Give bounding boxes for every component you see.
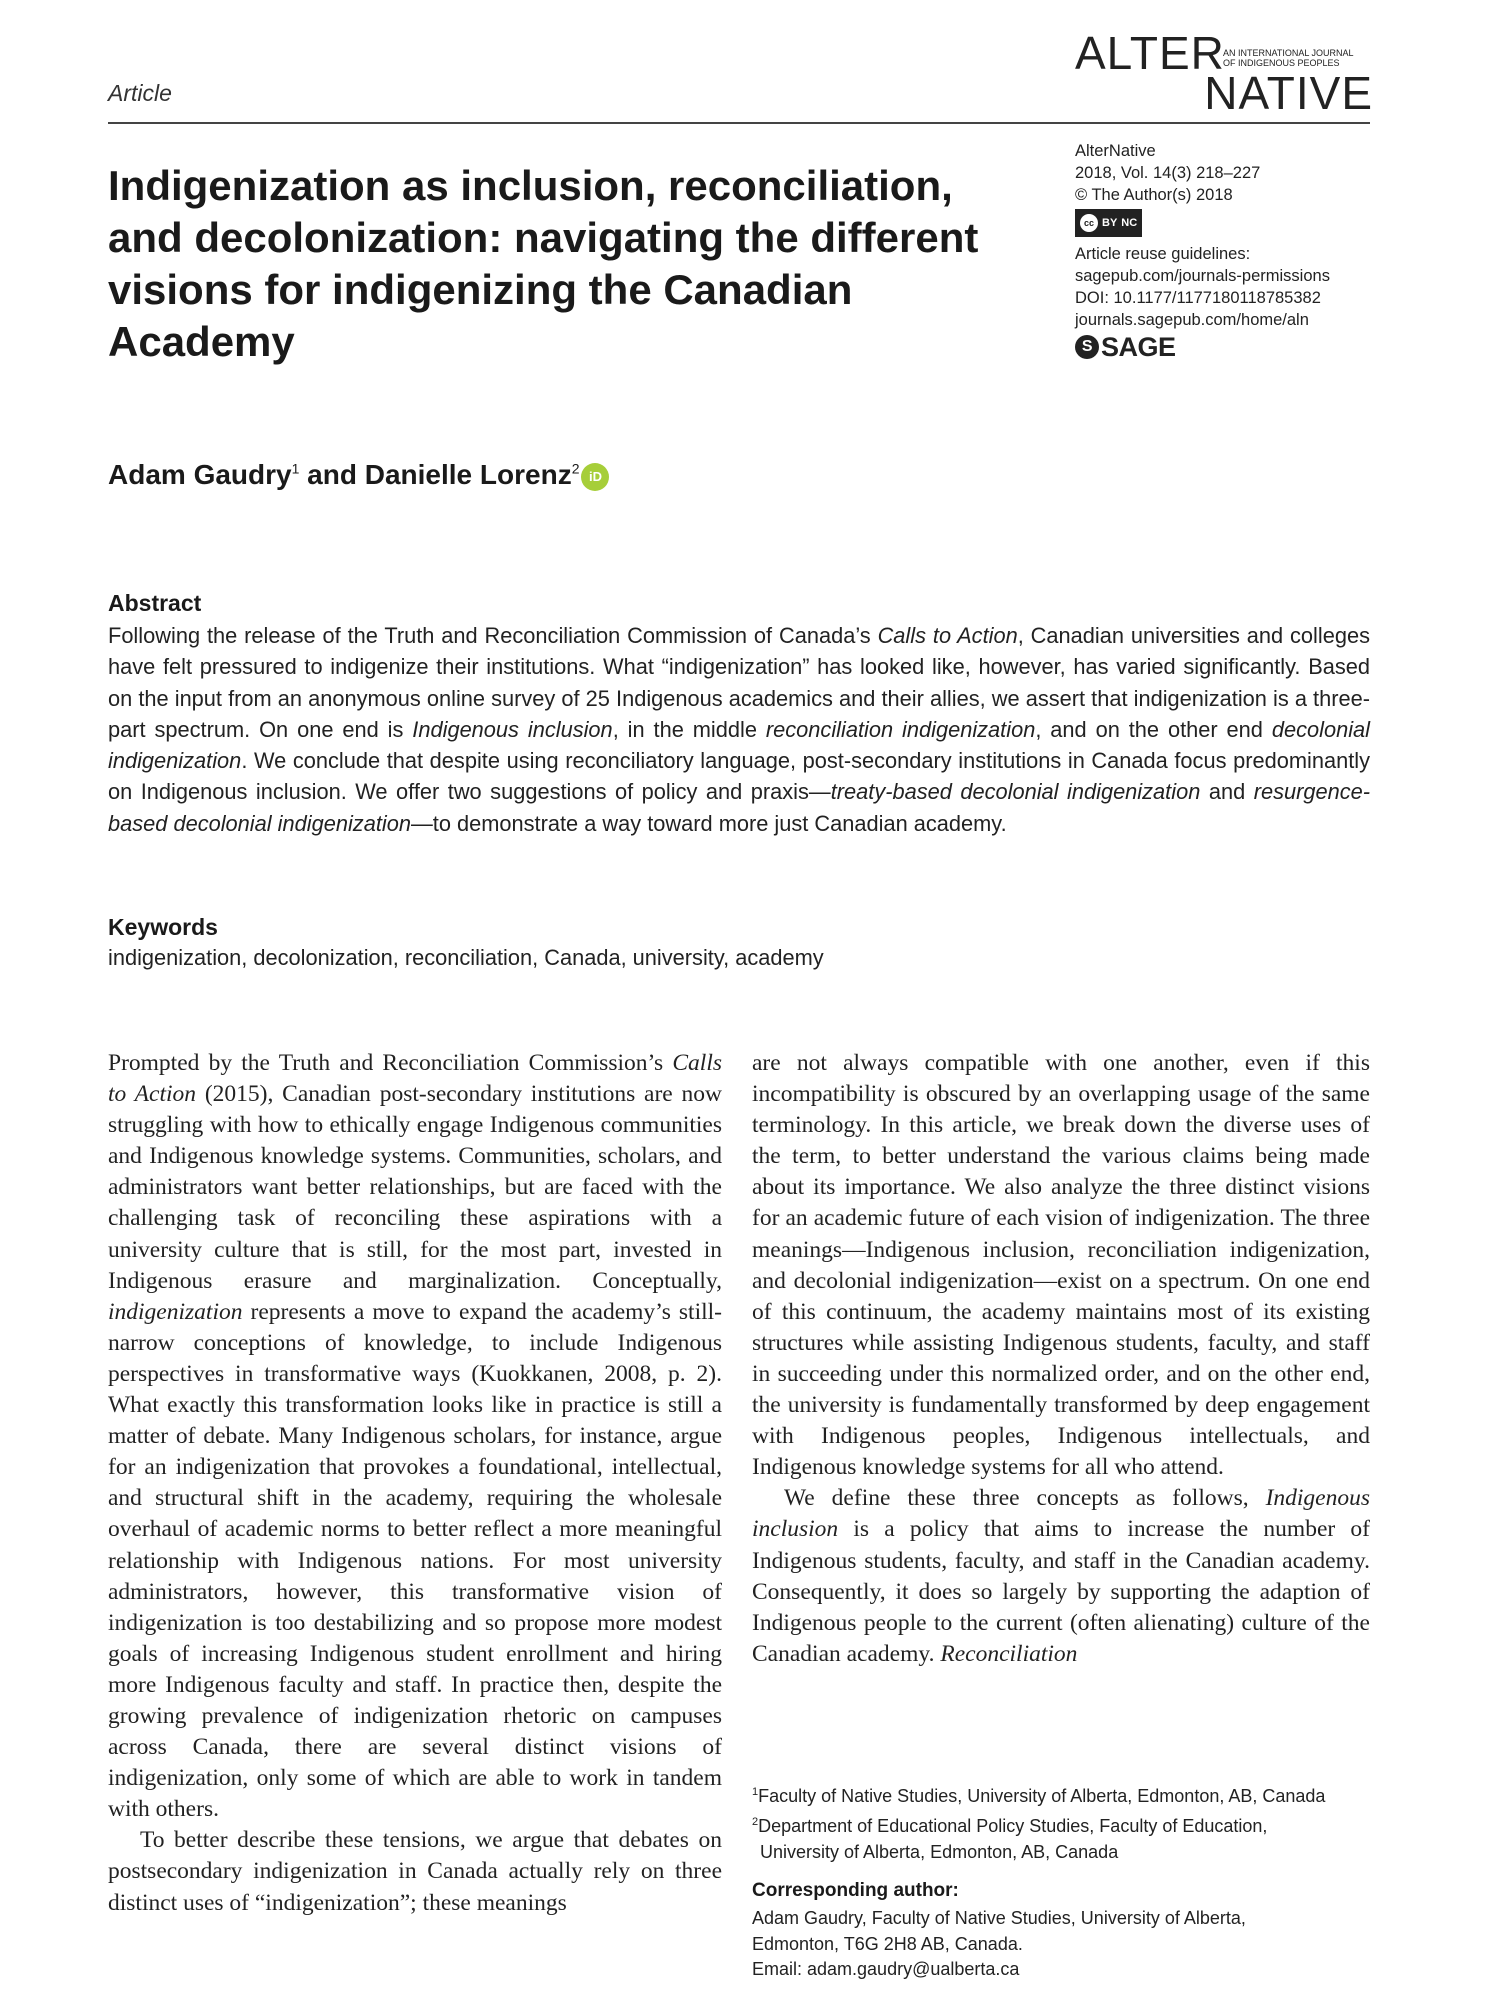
volume-info: 2018, Vol. 14(3) 218–227: [1075, 164, 1261, 182]
corresponding-author-details: [752, 1906, 1372, 1983]
reuse-label: Article reuse guidelines:: [1075, 245, 1251, 263]
publication-info: [1075, 140, 1375, 362]
author-name: Adam Gaudry: [108, 459, 292, 490]
corresponding-author-heading: Corresponding author:: [752, 1880, 959, 1901]
journal-link[interactable]: journals.sagepub.com/home/aln: [1075, 311, 1309, 329]
author-line: Adam Gaudry$^1$ and Danielle Lorenz$^2$ iD: [108, 459, 609, 491]
affiliations: [752, 1779, 1372, 1865]
copyright: © The Author(s) 2018: [1075, 186, 1233, 204]
journal-logo: [1075, 27, 1375, 119]
reuse-link[interactable]: sagepub.com/journals-permissions: [1075, 267, 1330, 285]
cc-icon: cc: [1080, 214, 1098, 232]
doi[interactable]: DOI: 10.1177/1177180118785382: [1075, 289, 1321, 307]
body-paragraph: are not always compatible with one another, even if this incompatibility is obscured by an overlapping usage of the same terminology. In this article, we break down the diverse uses of the term, to better understand the various claims being made about its importance. We also analyze the three distinct visions for an academic future of each vision of indigenization. The three meanings—Indigenous inclusion, reconciliation indigenization, and decolonial indigenization—exist on a spectrum. On one end of this continuum, the academy maintains most of its existing structures while assisting Indigenous students, faculty, and staff in succeeding under this normalized order, and on the other end, the university is fundamentally transformed by deep engagement with Indigenous peoples, Indigenous intellectuals, and Indigenous knowledge systems for all who attend.: [752, 1050, 1370, 1481]
sage-icon: S: [1075, 335, 1099, 359]
corresponding-address: Edmonton, T6G 2H8 AB, Canada.: [752, 1933, 1023, 1954]
affiliation-marker: 2: [571, 460, 580, 477]
corresponding-name: Adam Gaudry, Faculty of Native Studies, University of Alberta,: [752, 1908, 1246, 1928]
orcid-icon[interactable]: iD: [581, 463, 609, 491]
keywords-list: indigenization, decolonization, reconciliation, Canada, university, academy: [108, 945, 824, 970]
affiliation-1: $^1$Faculty of Native Studies, University of Alberta, Edmonton, AB, Canada: [752, 1786, 1326, 1806]
logo-native: NATIVE: [1204, 67, 1373, 119]
nc-icon: NC: [1121, 217, 1138, 229]
article-title: Indigenization as inclusion, reconciliation, and decolonization: navigating the different visions for indigenizing the Canadian Academy: [108, 162, 979, 365]
abstract-text: Following the release of the Truth and Reconciliation Commission of Canada’s Calls to Action, Canadian universities and colleges have felt pressured to indigenize their institutions. What “indigenization” has looked like, however, has varied significantly. Based on the input from an anonymous online survey of 25 Indigenous academics and their allies, we assert that indigenization is a three-part spectrum. On one end is Indigenous inclusion, in the middle reconciliation indigenization, and on the other end decolonial indigenization. We conclude that despite using reconciliatory language, post-secondary institutions in Canada focus predominantly on Indigenous inclusion. We offer two suggestions of policy and praxis—treaty-based decolonial indigenization and resurgence-based decolonial indigenization—to demonstrate a way toward more just Canadian academy.: [108, 623, 1371, 836]
cc-license-icon[interactable]: [1075, 209, 1142, 237]
by-icon: BY: [1102, 217, 1118, 229]
body-paragraph: To better describe these tensions, we argue that debates on postsecondary indigenization in Canada actually rely on three distinct uses of “indigenization”; these meanings: [108, 1827, 722, 1916]
sage-logo: S SAGE: [1075, 335, 1375, 359]
header-divider: [108, 122, 1370, 124]
body-column-left: [108, 1048, 722, 1919]
affiliation-2-cont: University of Alberta, Edmonton, AB, Canada: [760, 1842, 1119, 1862]
body-paragraph: We define these three concepts as follows, Indigenous inclusion is a policy that aims to increase the number of Indigenous students, faculty, and staff in the Canadian academy. Consequently, it does so largely by supporting the adaption of Indigenous people to the current (often alienating) culture of the Canadian academy. Reconciliation: [752, 1485, 1370, 1667]
keywords-heading: Keywords: [108, 914, 218, 940]
affiliation-2: $^2$Department of Educational Policy Studies, Faculty of Education,: [752, 1816, 1268, 1836]
corresponding-email[interactable]: Email: adam.gaudry@ualberta.ca: [752, 1959, 1020, 1979]
affiliation-marker: 1: [291, 460, 300, 477]
body-column-right: [752, 1048, 1370, 1670]
logo-tagline: AN INTERNATIONAL JOURNAL OF INDIGENOUS PEOPLES: [1223, 48, 1354, 68]
journal-name: AlterNative: [1075, 142, 1156, 160]
author-name: Danielle Lorenz: [364, 459, 572, 490]
abstract-heading: Abstract: [108, 590, 202, 616]
logo-alter: ALTER: [1075, 27, 1225, 79]
article-type-label: Article: [108, 80, 172, 106]
body-paragraph: Prompted by the Truth and Reconciliation Commission’s Calls to Action (2015), Canadian post-secondary institutions are now struggling with how to ethically engage Indigenous communities and Indigenous knowledge systems. Communities, scholars, and administrators want better relationships, but are faced with the challenging task of reconciling these aspirations with a university culture that is still, for the most part, invested in Indigenous erasure and marginalization. Conceptually, indigenization represents a move to expand the academy’s still-narrow conceptions of knowledge, to include Indigenous perspectives in transformative ways (Kuokkanen, 2008, p. 2). What exactly this transformation looks like in practice is still a matter of debate. Many Indigenous scholars, for instance, argue for an indigenization that provokes a foundational, intellectual, and structural shift in the academy, requiring the wholesale overhaul of academic norms to better reflect a more meaningful relationship with Indigenous nations. For most university administrators, however, this transformative vision of indigenization is too destabilizing and so propose more modest goals of increasing Indigenous student enrollment and hiring more Indigenous faculty and staff. In practice then, despite the growing prevalence of indigenization rhetoric on campuses across Canada, there are several distinct visions of indigenization, only some of which are able to work in tandem with others.: [108, 1050, 723, 1823]
